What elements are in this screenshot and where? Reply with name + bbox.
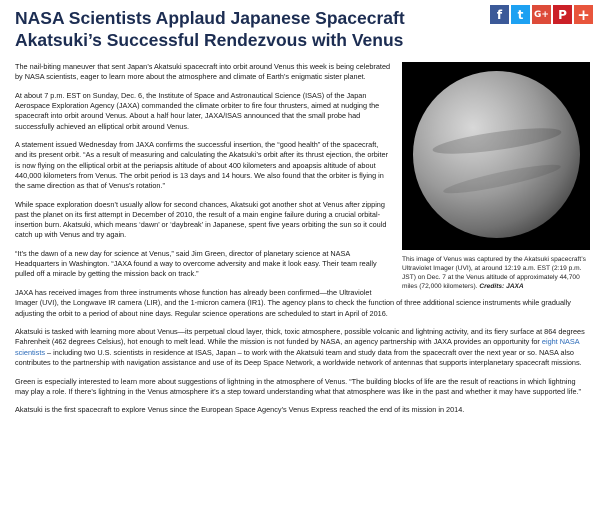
- venus-planet-graphic: [413, 71, 580, 238]
- venus-figure: [402, 62, 590, 291]
- venus-image: [402, 62, 590, 250]
- share-bar: [490, 5, 593, 24]
- paragraph: A statement issued Wednesday from JAXA confirms the successful insertion, the “good health” of the spacecraft, and its present orbit. “As a result of measuring and calculating the Akatsuki’s orbit after its thrust ejection, the orbiter is now flying on the elliptical orbit at the periapsis altitude of about 400 kilometers and apoapsis altitude of about 440,000 kilometers from Venus. The orbit period is 13 days and 14 hours. We also found that the orbiter is flying in the same direction as that of Venus’s rotation.”: [15, 140, 389, 191]
- google-plus-icon[interactable]: G+: [532, 5, 551, 24]
- figure-caption: [402, 255, 590, 291]
- paragraph: Green is especially interested to learn more about suggestions of lightning in the atmosphere of Venus. “The building blocks of life are the result of reactions in which lightning may play a role. If there’s lightning in the Venus atmosphere it’s a step toward understanding what that atmosphere was like in the past and whether it may have supported life.”: [15, 376, 581, 396]
- article-title: NASA Scientists Applaud Japanese Spacecraft Akatsuki’s Successful Rendezvous with Venus: [15, 8, 405, 50]
- article-body: [15, 62, 590, 424]
- paragraph-text: Akatsuki is tasked with learning more about Venus—its perpetual cloud layer, thick, toxic atmosphere, possible volcanic and lightning activity, and its fiery surface at 864 degrees Fahrenheit (462 degrees Celsius), hot enough to melt lead. While the mission is not funded by NASA, an agency partnership with JAXA provides an opportunity for: [15, 327, 585, 347]
- paragraph: [15, 327, 590, 368]
- paragraph: Akatsuki is the first spacecraft to explore Venus since the European Space Agency’s Venus Express reached the end of its mission in 2014.: [15, 405, 465, 415]
- pinterest-icon[interactable]: P: [553, 5, 572, 24]
- paragraph: “It’s the dawn of a new day for science at Venus,” said Jim Green, director of planetary science at NASA Headquarters in Washington. “JAXA found a way to overcome adversity and make it look easy. Their team really pulled off a miracle by getting the mission back on track.”: [15, 249, 377, 279]
- more-share-icon[interactable]: +: [574, 5, 593, 24]
- paragraph: JAXA has received images from three instruments whose function has already been confirmed—the Ultraviolet Imager (UVI), the Longwave IR camera (LIR), and the 1-micron camera (IR1). The agency plans to check the function of three additional science instruments while gradually adjusting the orbit to a period of about nine days. Regular science operations are scheduled to start in April of 2016.: [15, 288, 571, 318]
- paragraph: While space exploration doesn’t usually allow for second chances, Akatsuki got another shot at Venus after zipping past the planet on its first attempt in December of 2010, the result of a main engine failure during a crucial orbital-insertion burn. Akatsuki, which means ‘dawn’ or ‘daybreak’ in Japanese, spent five years orbiting the sun so it could catch up with Venus and try again.: [15, 199, 387, 240]
- caption-credit: Credits: JAXA: [479, 283, 524, 290]
- paragraph-text: – including two U.S. scientists in residence at ISAS, Japan – to work with the Akatsuki team and study data from the spacecraft over the next year or so. NASA also contributes to the partnership with navigation assistance and use of its Deep Space Network, a worldwide network of antennas that supports interplanetary spacecraft missions.: [15, 347, 582, 367]
- twitter-icon[interactable]: t: [511, 5, 530, 24]
- nasa-scientists-link[interactable]: eight NASA scientists: [15, 337, 580, 357]
- paragraph: At about 7 p.m. EST on Sunday, Dec. 6, the Institute of Space and Astronautical Science (ISAS) of the Japan Aerospace Exploration Agency (JAXA) commanded the climate orbiter to fire four thrusters, aimed at nudging the spacecraft into orbit around Venus. About a half hour later, JAXA/ISAS announced that the small probe had successfully achieved an elliptical orbit around Venus.: [15, 90, 380, 131]
- facebook-icon[interactable]: f: [490, 5, 509, 24]
- caption-text: This image of Venus was captured by the Akatsuki spacecraft’s Ultraviolet Imager (UVI), at around 12:19 a.m. EST (2:19 p.m. JST) on Dec. 7 at the Venus altitude of approximately 44,700 miles (72,000 kilometers).: [402, 256, 586, 290]
- paragraph: The nail-biting maneuver that sent Japan’s Akatsuki spacecraft into orbit around Venus this week is being celebrated by NASA scientists, eager to learn more about the atmosphere and climate of Earth’s enigmatic sister planet.: [15, 62, 391, 82]
